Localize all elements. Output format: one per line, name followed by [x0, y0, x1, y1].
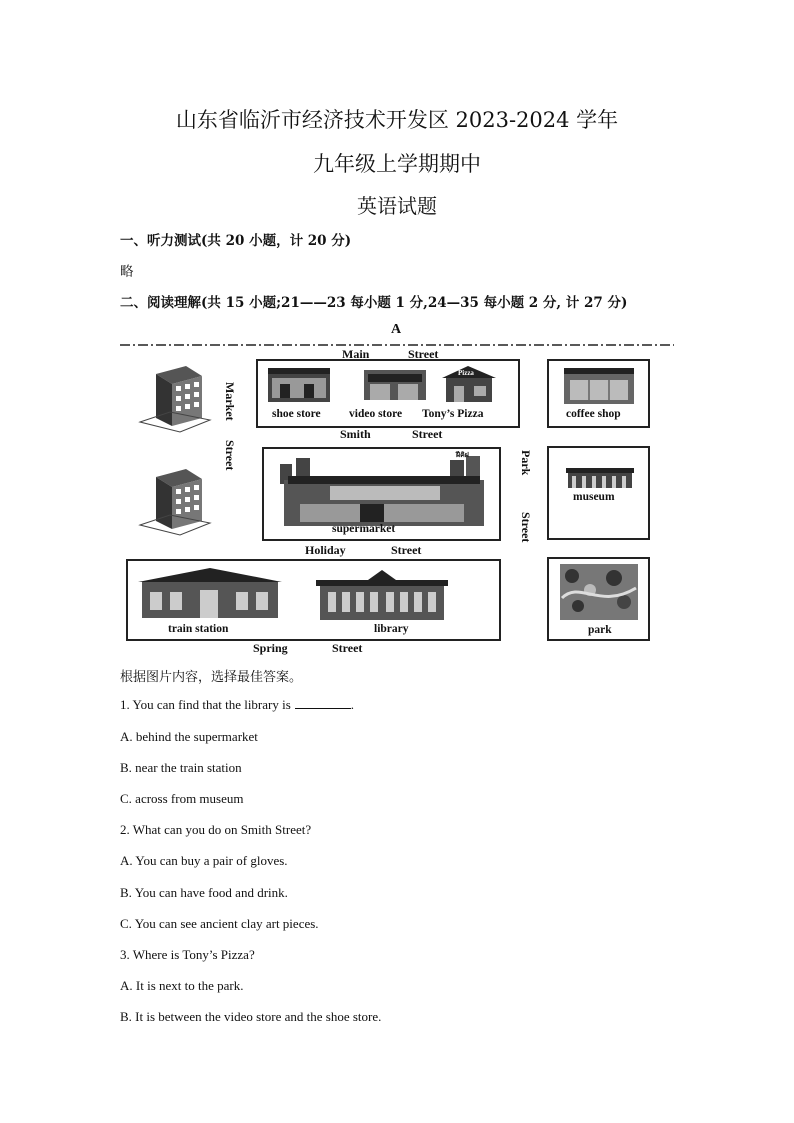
q1-option-c: C. across from museum	[120, 791, 244, 806]
museum-icon	[566, 468, 634, 488]
passage-label: A	[391, 322, 402, 337]
street-map	[120, 340, 674, 660]
apartment-building-icon	[140, 366, 210, 432]
video-store-label: video store	[349, 408, 403, 420]
section-2-heading: 二、阅读理解(共 15 小题;21——23 每小题 1 分,24—35 每小题 2 分, 计 27 分)	[120, 295, 628, 311]
supermarket-label: supermarket	[332, 523, 396, 535]
main-street-label-1: Main	[342, 347, 370, 361]
q2-option-b: B. You can have food and drink.	[120, 885, 288, 900]
main-street-label-2: Street	[408, 347, 439, 361]
shoe-store-label: shoe store	[272, 408, 321, 420]
holiday-street-label-2: Street	[391, 543, 422, 557]
store-sign: ฝีคิฝ	[456, 451, 469, 459]
smith-street-label-2: Street	[412, 427, 443, 441]
q2-option-a: A. You can buy a pair of gloves.	[120, 853, 288, 868]
q1-option-a: A. behind the supermarket	[120, 729, 258, 744]
q2-option-c: C. You can see ancient clay art pieces.	[120, 916, 319, 931]
section-1-heading: 一、听力测试(共 20 小题，计 20 分)	[120, 233, 352, 249]
question-1: 1. You can find that the library is .	[120, 697, 355, 712]
apartment-building-icon	[140, 469, 210, 535]
park-icon	[560, 564, 638, 620]
market-street-label-2: Street	[223, 440, 237, 471]
smith-street-label-1: Smith	[340, 427, 371, 441]
market-street-label-1: Market	[223, 382, 237, 421]
answer-blank	[295, 697, 351, 709]
park-street-label-1: Park	[519, 450, 533, 476]
q3-option-a: A. It is next to the park.	[120, 978, 244, 993]
museum-label: museum	[573, 491, 615, 503]
instruction: 根据图片内容，选择最佳答案。	[120, 670, 303, 685]
title-line-2: 九年级上学期期中	[313, 152, 481, 176]
spring-street-label-1: Spring	[253, 641, 288, 655]
title-line-1: 山东省临沂市经济技术开发区 2023-2024 学年	[175, 108, 619, 132]
question-3: 3. Where is Tony’s Pizza?	[120, 947, 255, 962]
coffee-shop-icon	[564, 368, 634, 404]
shoe-store-icon	[268, 368, 330, 402]
spring-street-label-2: Street	[332, 641, 363, 655]
coffee-shop-label: coffee shop	[566, 408, 621, 420]
video-store-icon	[364, 370, 426, 400]
q1-option-b: B. near the train station	[120, 760, 242, 775]
title-line-3: 英语试题	[357, 194, 437, 218]
holiday-street-label-1: Holiday	[305, 543, 346, 557]
pizza-sign: Pizza	[458, 369, 474, 377]
park-street-label-2: Street	[519, 512, 533, 543]
question-1-stem: 1. You can find that the library is	[120, 697, 291, 712]
section-1-note: 略	[120, 264, 134, 280]
q3-option-b: B. It is between the video store and the shoe store.	[120, 1009, 382, 1024]
library-label: library	[374, 623, 409, 635]
question-2: 2. What can you do on Smith Street?	[120, 822, 312, 837]
pizza-label: Tony’s Pizza	[422, 408, 484, 420]
park-label: park	[588, 624, 612, 636]
train-station-label: train station	[168, 623, 229, 635]
